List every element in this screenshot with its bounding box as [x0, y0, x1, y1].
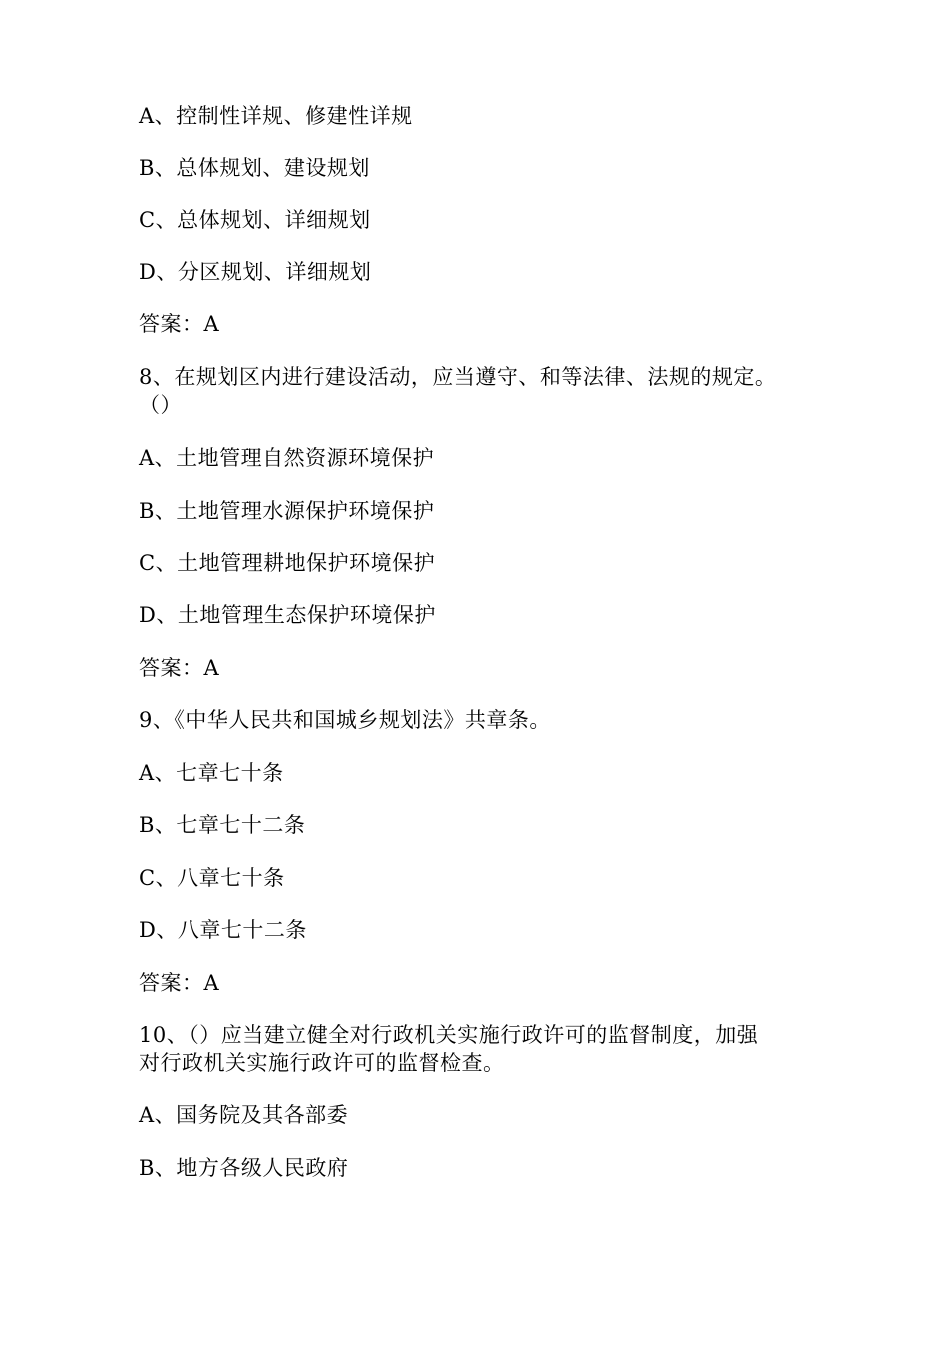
q8-option-b: B、土地管理水源保护环境保护: [139, 499, 435, 523]
q10-question-line2: 对行政机关实施行政许可的监督检查。: [139, 1051, 505, 1075]
q10-question-line1: 10、（）应当建立健全对行政机关实施行政许可的监督制度，加强: [139, 1023, 759, 1047]
q7-option-d: D、分区规划、详细规划: [139, 260, 372, 284]
q10-option-b: B、地方各级人民政府: [139, 1156, 349, 1180]
q9-option-c: C、八章七十条: [139, 866, 285, 890]
q8-answer: 答案：A: [139, 656, 220, 680]
q8-question-line1: 8、在规划区内进行建设活动，应当遵守、和等法律、法规的规定。: [139, 365, 777, 389]
q7-option-c: C、总体规划、详细规划: [139, 208, 371, 232]
q9-question: 9、《中华人民共和国城乡规划法》共章条。: [139, 708, 551, 732]
q9-option-b: B、七章七十二条: [139, 813, 306, 837]
q8-question-line2: （）: [139, 393, 182, 417]
q9-answer: 答案：A: [139, 971, 220, 995]
q9-option-d: D、八章七十二条: [139, 918, 307, 942]
q7-option-b: B、总体规划、建设规划: [139, 156, 370, 180]
q7-answer: 答案：A: [139, 312, 220, 336]
q8-option-a: A、土地管理自然资源环境保护: [139, 446, 435, 470]
q8-option-d: D、土地管理生态保护环境保护: [139, 603, 436, 627]
q8-option-c: C、土地管理耕地保护环境保护: [139, 551, 436, 575]
q7-option-a: A、控制性详规、修建性详规: [139, 104, 413, 128]
q10-option-a: A、国务院及其各部委: [139, 1103, 349, 1127]
q9-option-a: A、七章七十条: [139, 761, 284, 785]
